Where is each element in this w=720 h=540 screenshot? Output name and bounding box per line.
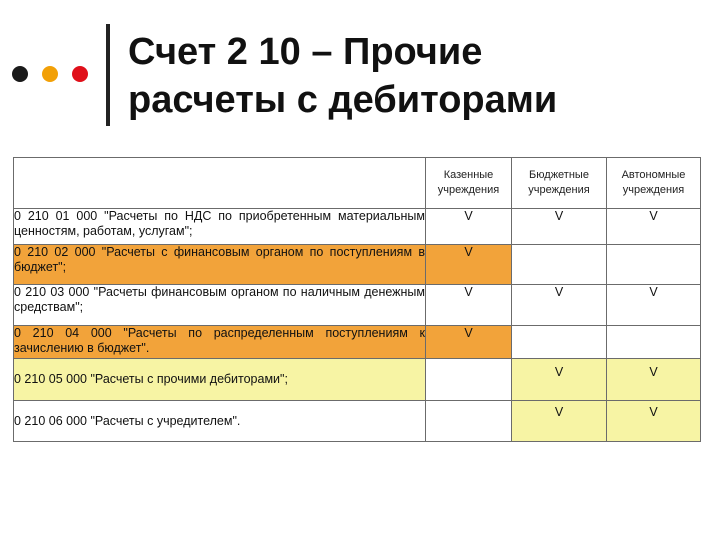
table-row <box>14 245 701 285</box>
account-label: 0 210 05 000 "Расчеты с прочими дебиторами"; <box>14 359 426 401</box>
check-mark: V <box>512 401 607 442</box>
column-header-byudzhetnye: Бюджетные учреждения <box>512 158 607 209</box>
title-divider <box>106 24 110 126</box>
check-mark: V <box>512 285 607 326</box>
table-row <box>14 401 701 442</box>
table-header-row <box>14 158 701 209</box>
red-dot-icon <box>72 66 88 82</box>
column-header-avtonomnye: Автономные учреждения <box>607 158 701 209</box>
check-mark: V <box>512 359 607 401</box>
black-dot-icon <box>12 66 28 82</box>
check-mark: V <box>512 209 607 245</box>
account-label: 0 210 04 000 "Расчеты по распределенным поступлениям к зачислению в бюджет". <box>14 326 426 359</box>
slide-title <box>128 28 708 124</box>
table-row <box>14 285 701 326</box>
check-mark: V <box>607 359 701 401</box>
account-label: 0 210 02 000 "Расчеты с финансовым органом по поступлениям в бюджет"; <box>14 245 426 285</box>
column-header-kazennye: Казенные учреждения <box>426 158 512 209</box>
orange-dot-icon <box>42 66 58 82</box>
check-mark: V <box>426 326 512 359</box>
check-mark: V <box>607 209 701 245</box>
empty-mark-cell <box>426 401 512 442</box>
header-empty-cell <box>14 158 426 209</box>
table-row <box>14 209 701 245</box>
table-row <box>14 326 701 359</box>
check-mark: V <box>426 285 512 326</box>
slide-title-line-1: Счет 2 10 – Прочие <box>128 31 483 73</box>
slide-title-line-2: расчеты с дебиторами <box>128 79 558 121</box>
account-label: 0 210 06 000 "Расчеты с учредителем". <box>14 401 426 442</box>
empty-mark-cell <box>607 326 701 359</box>
table-row <box>14 359 701 401</box>
empty-mark-cell <box>426 359 512 401</box>
empty-mark-cell <box>512 245 607 285</box>
account-label: 0 210 01 000 "Расчеты по НДС по приобретенным материальным ценностям, работам, услугам"; <box>14 209 426 245</box>
check-mark: V <box>426 209 512 245</box>
account-label: 0 210 03 000 "Расчеты финансовым органом по наличным денежным средствам"; <box>14 285 426 326</box>
accounts-table <box>13 157 701 442</box>
check-mark: V <box>607 401 701 442</box>
check-mark: V <box>607 285 701 326</box>
empty-mark-cell <box>607 245 701 285</box>
bullet-dots <box>12 66 96 84</box>
empty-mark-cell <box>512 326 607 359</box>
check-mark: V <box>426 245 512 285</box>
